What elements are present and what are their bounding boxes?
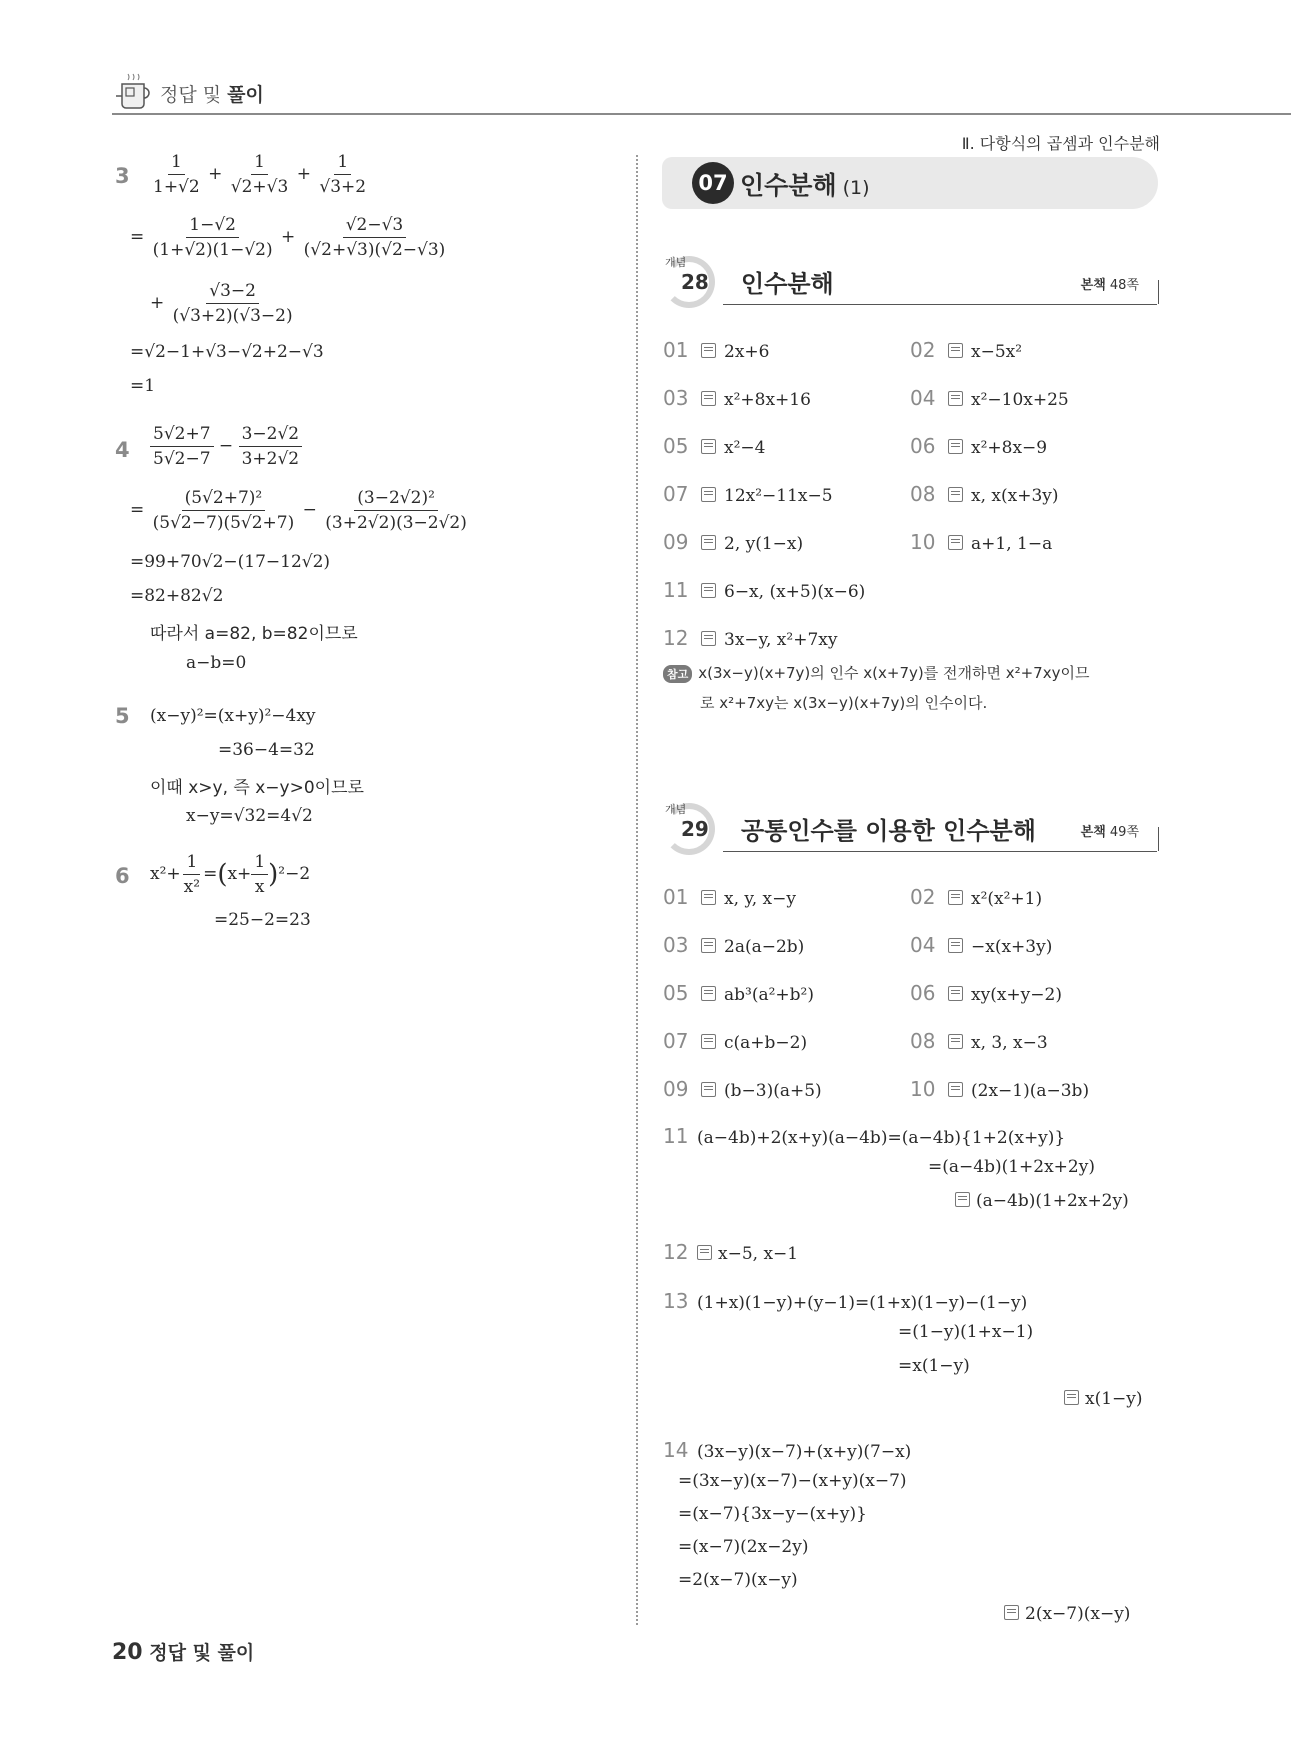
answer-step: =2(x−7)(x−y) xyxy=(678,1570,798,1590)
answer-value: x²+8x−9 xyxy=(971,438,1048,458)
math-line: =25−2=23 xyxy=(214,910,311,930)
answer-item xyxy=(663,578,865,602)
answer-value: x, 3, x−3 xyxy=(971,1033,1048,1053)
math-line: x−y=√32=4√2 xyxy=(186,806,313,826)
answer-value: ab³(a²+b²) xyxy=(724,985,814,1005)
answer-step: =(3x−y)(x−7)−(x+y)(x−7) xyxy=(678,1471,907,1491)
problem-number: 6 xyxy=(115,864,130,888)
answer-number: 02 xyxy=(910,338,936,362)
answer-badge-icon xyxy=(948,938,963,953)
answer-item xyxy=(910,434,1047,458)
answer-value: 3x−y, x²+7xy xyxy=(724,630,838,650)
answer-number: 06 xyxy=(910,434,936,458)
answer-value: x²+8x+16 xyxy=(724,390,811,410)
page-ref: 본책 49쪽 xyxy=(1080,825,1139,840)
answer-badge-icon xyxy=(948,890,963,905)
answer-badge-icon xyxy=(701,631,716,646)
answer-badge-icon xyxy=(697,1245,712,1260)
answer-value: 12x²−11x−5 xyxy=(724,486,833,506)
answer-final: 2(x−7)(x−y) xyxy=(1004,1604,1130,1624)
answer-value: (b−3)(a+5) xyxy=(724,1081,822,1101)
answer-value: 2a(a−2b) xyxy=(724,937,805,957)
problem-number: 5 xyxy=(115,704,130,728)
page-ref: 본책 48쪽 xyxy=(1080,278,1139,293)
answer-badge-icon xyxy=(948,1082,963,1097)
answer-final: (a−4b)(1+2x+2y) xyxy=(955,1191,1129,1211)
answer-step: =(a−4b)(1+2x+2y) xyxy=(928,1157,1095,1177)
section-title: 인수분해 (1) xyxy=(740,171,870,200)
answer-value: x²−10x+25 xyxy=(971,390,1069,410)
answer-badge-icon xyxy=(701,1082,716,1097)
answer-number: 07 xyxy=(663,482,689,506)
answer-item xyxy=(663,1029,807,1053)
answer-item: 13 (1+x)(1−y)+(y−1)=(1+x)(1−y)−(1−y) xyxy=(663,1289,1028,1313)
answer-item xyxy=(663,338,769,362)
answer-value: 2, y(1−x) xyxy=(724,534,804,554)
answer-value: x, x(x+3y) xyxy=(971,486,1059,506)
concept-title: 공통인수를 이용한 인수분해 xyxy=(741,817,1036,845)
answer-badge-icon xyxy=(701,938,716,953)
answer-item xyxy=(663,530,803,554)
answer-final: x(1−y) xyxy=(1064,1389,1143,1409)
answer-number: 05 xyxy=(663,981,689,1005)
math-line: a−b=0 xyxy=(186,653,247,673)
answer-badge-icon xyxy=(948,986,963,1001)
answer-badge-icon xyxy=(948,343,963,358)
answer-number: 02 xyxy=(910,885,936,909)
math-line: $\frac{1}{1+√2}$ + $\frac{1}{√2+√3}$ + $\frac{1}{√3+2}$ xyxy=(153,152,367,197)
answer-value: xy(x+y−2) xyxy=(971,985,1062,1005)
answer-badge-icon xyxy=(701,1034,716,1049)
answer-number: 03 xyxy=(663,933,689,957)
problem-number: 4 xyxy=(115,438,130,462)
math-line: =√2−1+√3−√2+2−√3 xyxy=(130,342,324,362)
answer-item xyxy=(663,482,833,506)
answer-item: 14 (3x−y)(x−7)+(x+y)(7−x) xyxy=(663,1438,912,1462)
answer-badge-icon xyxy=(955,1192,970,1207)
math-line: =1 xyxy=(130,376,156,396)
text-line: 이때 x>y, 즉 x−y>0이므로 xyxy=(150,778,364,798)
section-number: 07 xyxy=(692,162,734,204)
answer-badge-icon xyxy=(701,391,716,406)
answer-badge-icon xyxy=(948,535,963,550)
answer-item xyxy=(663,626,837,650)
problem-number: 3 xyxy=(115,164,130,188)
math-line: = $\frac{1-√2}{(1+√2)(1-√2)}$ + $\frac{√2-√3}{(√2+√3)(√2-√3)}$ xyxy=(130,215,446,260)
answer-item xyxy=(663,1077,822,1101)
note-icon: 참고 xyxy=(663,665,692,683)
answer-item xyxy=(910,338,1022,362)
concept-title: 인수분해 xyxy=(741,270,834,298)
note-line: 참고 x(3x−y)(x+7y)의 인수 x(x+7y)를 전개하면 x²+7xy이므 xyxy=(663,662,1089,683)
answer-step: =x(1−y) xyxy=(898,1356,970,1376)
answer-item xyxy=(663,981,814,1005)
footer-title: 정답 및 풀이 xyxy=(149,1642,255,1664)
answer-number: 01 xyxy=(663,338,689,362)
answer-item xyxy=(910,981,1062,1005)
answer-badge-icon xyxy=(948,391,963,406)
answer-number: 10 xyxy=(910,530,936,554)
answer-value: x−5x² xyxy=(971,342,1023,362)
answer-number: 09 xyxy=(663,1077,689,1101)
answer-badge-icon xyxy=(1064,1390,1079,1405)
answer-badge-icon xyxy=(948,487,963,502)
answer-number: 12 xyxy=(663,626,689,650)
math-line: + $\frac{√3-2}{(√3+2)(√3-2)}$ xyxy=(150,281,293,326)
column-divider xyxy=(636,155,638,1625)
answer-badge-icon xyxy=(701,439,716,454)
math-line: $\frac{5√2+7}{5√2-7}$ − $\frac{3-2√2}{3+2√2}$ xyxy=(150,424,302,469)
text-line: 따라서 a=82, b=82이므로 xyxy=(150,624,358,644)
answer-number: 04 xyxy=(910,933,936,957)
answer-value: (2x−1)(a−3b) xyxy=(971,1081,1090,1101)
answer-badge-icon xyxy=(948,439,963,454)
header-title: 정답 및 풀이 xyxy=(160,84,264,106)
answer-step: =(x−7){3x−y−(x+y)} xyxy=(678,1504,867,1524)
answer-badge-icon xyxy=(1004,1605,1019,1620)
answer-item xyxy=(910,885,1042,909)
answer-value: c(a+b−2) xyxy=(724,1033,808,1053)
answer-item xyxy=(910,386,1069,410)
answer-item xyxy=(663,386,811,410)
concept-28-header: 개념 28 인수분해 본책 48쪽 xyxy=(663,256,1159,306)
concept-29-header: 개념 29 공통인수를 이용한 인수분해 본책 49쪽 xyxy=(663,803,1159,853)
answer-item xyxy=(910,530,1052,554)
answer-item xyxy=(910,1029,1048,1053)
answer-item xyxy=(910,482,1059,506)
math-line: = $\frac{\text{(5√2+7)²}}{(5√2-7)(5√2+7)}$ − $\frac{\text{(3−2√2)²}}{(3+2√2)(3-2√2)}$ xyxy=(130,488,467,533)
answer-value: 2x+6 xyxy=(724,342,770,362)
section-banner xyxy=(662,157,1158,209)
page-number: 20 xyxy=(112,1640,143,1665)
answer-value: 6−x, (x+5)(x−6) xyxy=(724,582,866,602)
answer-item: 12 x−5, x−1 xyxy=(663,1240,799,1264)
answer-value: −x(x+3y) xyxy=(971,937,1053,957)
answer-value: x²−4 xyxy=(724,438,766,458)
answer-number: 10 xyxy=(910,1077,936,1101)
page-footer xyxy=(112,1638,254,1665)
answer-item xyxy=(663,933,804,957)
math-line: =99+70√2−(17−12√2) xyxy=(130,552,331,572)
math-line: (x−y)²=(x+y)²−4xy xyxy=(150,706,316,726)
math-line: =82+82√2 xyxy=(130,586,224,606)
answer-value: x, y, x−y xyxy=(724,889,796,909)
answer-item xyxy=(663,434,765,458)
answer-value: a+1, 1−a xyxy=(971,534,1053,554)
answer-number: 06 xyxy=(910,981,936,1005)
answer-number: 09 xyxy=(663,530,689,554)
chapter-title: Ⅱ. 다항식의 곱셈과 인수분해 xyxy=(961,134,1160,153)
answer-badge-icon xyxy=(701,535,716,550)
answer-badge-icon xyxy=(701,583,716,598)
answer-value: x²(x²+1) xyxy=(971,889,1043,909)
answer-step: =(1−y)(1+x−1) xyxy=(898,1322,1034,1342)
answer-item xyxy=(910,933,1052,957)
answer-number: 08 xyxy=(910,482,936,506)
math-line: =36−4=32 xyxy=(218,740,315,760)
answer-badge-icon xyxy=(701,986,716,1001)
answer-step: =(x−7)(2x−2y) xyxy=(678,1537,809,1557)
answer-item xyxy=(910,1077,1089,1101)
answer-badge-icon xyxy=(948,1034,963,1049)
header-rule xyxy=(112,113,1291,115)
answer-badge-icon xyxy=(701,343,716,358)
math-line: x²+ $\frac{1}{\text{x²}}$ =(x+ $\frac{1}{x}$ )²−2 xyxy=(150,852,311,897)
answer-badge-icon xyxy=(701,890,716,905)
answer-number: 08 xyxy=(910,1029,936,1053)
answer-number: 07 xyxy=(663,1029,689,1053)
answer-item xyxy=(663,885,796,909)
mascot-cup-icon xyxy=(112,70,156,114)
answer-number: 01 xyxy=(663,885,689,909)
answer-number: 11 xyxy=(663,578,689,602)
answer-badge-icon xyxy=(701,487,716,502)
note-line: 로 x²+7xy는 x(3x−y)(x+7y)의 인수이다. xyxy=(700,694,988,712)
answer-number: 03 xyxy=(663,386,689,410)
answer-item: 11 (a−4b)+2(x+y)(a−4b)=(a−4b){1+2(x+y)} xyxy=(663,1124,1066,1148)
answer-number: 04 xyxy=(910,386,936,410)
answer-number: 05 xyxy=(663,434,689,458)
